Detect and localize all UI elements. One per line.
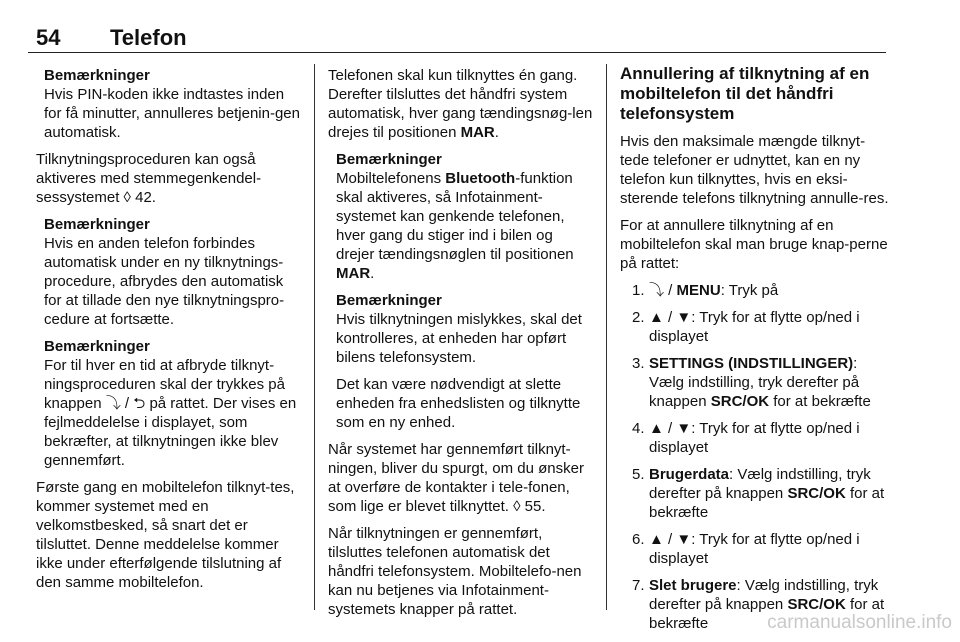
note-heading: Bemærkninger (336, 292, 442, 309)
page-ref-icon: ◊ (513, 498, 521, 515)
watermark: carmanualsonline.info (767, 612, 952, 633)
note-pairing-failed (328, 291, 594, 432)
note-text: Hvis tilknytningen mislykkes, skal det kontrolleres, at enheden har opført bilens telefonsystem. (336, 311, 582, 366)
note-text: Hvis en anden telefon forbindes automatisk under en ny tilknytnings-procedure, afbrydes den automatisk for at tillade den nye tilknytningspro-cedure at fortsætte. (44, 235, 285, 328)
note-heading: Bemærkninger (336, 151, 442, 168)
note-heading: Bemærkninger (44, 216, 150, 233)
column-3 (620, 66, 890, 641)
column-1 (36, 66, 300, 600)
paragraph-connected: Når tilknytningen er gennemført, tilsluttes telefonen automatisk det håndfri telefonsystem. Mobiltelefo-nen kan nu betjenes via Infotainment-systemets knapper på rattet. (328, 525, 582, 618)
column-divider (314, 64, 315, 610)
column-2 (328, 66, 594, 627)
note-text: Det kan være nødvendigt at slette enheden fra enhedslisten og tilknytte som en ny enhed. (336, 376, 581, 431)
phone-icon: ⤵ (105, 395, 121, 412)
note-cancel-pairing (36, 337, 300, 470)
note-text: Mobiltelefonens Bluetooth-funktion skal aktiveres, så Infotainment-systemet kan genkende telefonen, hver gang du stiger ind i bilen og drejer tændingsnøglen til positionen MAR. (336, 170, 574, 282)
page-title: Telefon (110, 25, 187, 50)
list-item: 7. Slet brugere: Vælg indstilling, tryk derefter på knappen SRC/OK for at bekræfte (632, 577, 885, 632)
note-text: For til hver en tid at afbryde tilknyt-ningsproceduren skal der trykkes på knappen ⤵ / ⮌ på rattet. Der vises en fejlmeddelelse i displayet, som bekræfter, at tilknytningen ikke blev gennemført. (44, 357, 297, 469)
paragraph-steering-buttons: For at annullere tilknytning af en mobiltelefon skal man bruge knap-perne på rattet: (620, 217, 888, 272)
note-bluetooth (328, 150, 594, 283)
note-other-phone (36, 215, 300, 329)
page-ref-icon: ◊ (123, 189, 131, 206)
note-text: Hvis PIN-koden ikke indtastes inden for få minutter, annulleres betjenin-gen automatisk. (44, 86, 300, 141)
hangup-icon: ⮌ (133, 395, 146, 412)
paragraph-welcome: Første gang en mobiltelefon tilknyt-tes, kommer systemet med en velkomstbesked, så snart det er tilsluttet. Denne meddelelse kommer ikke under efterfølgende tilslutning af den samme mobiltelefon. (36, 479, 295, 591)
list-item: 1. ⤵ / MENU: Tryk på (632, 282, 779, 299)
list-item: 6. ▲ / ▼: Tryk for at flytte op/ned i displayet (632, 531, 860, 567)
page-header (28, 24, 886, 53)
column-divider (606, 64, 607, 610)
list-item: 2. ▲ / ▼: Tryk for at flytte op/ned i displayet (632, 309, 860, 345)
paragraph-voice-pairing: Tilknytningsproceduren kan også aktiveres med stemmegenkendel-sessystemet ◊ 42. (36, 151, 262, 206)
note-heading: Bemærkninger (44, 338, 150, 355)
phone-icon: ⤵ (649, 282, 665, 299)
page-number: 54 (36, 25, 61, 50)
paragraph-max-phones: Hvis den maksimale mængde tilknyt-tede telefoner er udnyttet, kan en ny telefon kun tilknyttes, hvis en eksi-sterende telefons tilknytning annulle-res. (620, 133, 889, 207)
list-item: 3. SETTINGS (INDSTILLINGER): Vælg indstilling, tryk derefter på knappen SRC/OK for at bekræfte (632, 355, 871, 410)
section-title: Annullering af tilknytning af en mobiltelefon til det håndfri telefonsystem (620, 64, 870, 123)
list-item: 5. Brugerdata: Vælg indstilling, tryk derefter på knappen SRC/OK for at bekræfte (632, 466, 885, 521)
paragraph-contacts: Når systemet har gennemført tilknyt-ningen, bliver du spurgt, om du ønsker at overføre de kontakter i tele-fonen, som lige er blevet tilknyttet. ◊ 55. (328, 441, 584, 515)
paragraph-pair-once: Telefonen skal kun tilknyttes én gang. Derefter tilsluttes det håndfri system automatisk, hver gang tændingsnøg-len drejes til positionen MAR. (328, 67, 593, 141)
note-pin-timeout (36, 66, 300, 142)
note-heading: Bemærkninger (44, 67, 150, 84)
list-item: 4. ▲ / ▼: Tryk for at flytte op/ned i displayet (632, 420, 860, 456)
